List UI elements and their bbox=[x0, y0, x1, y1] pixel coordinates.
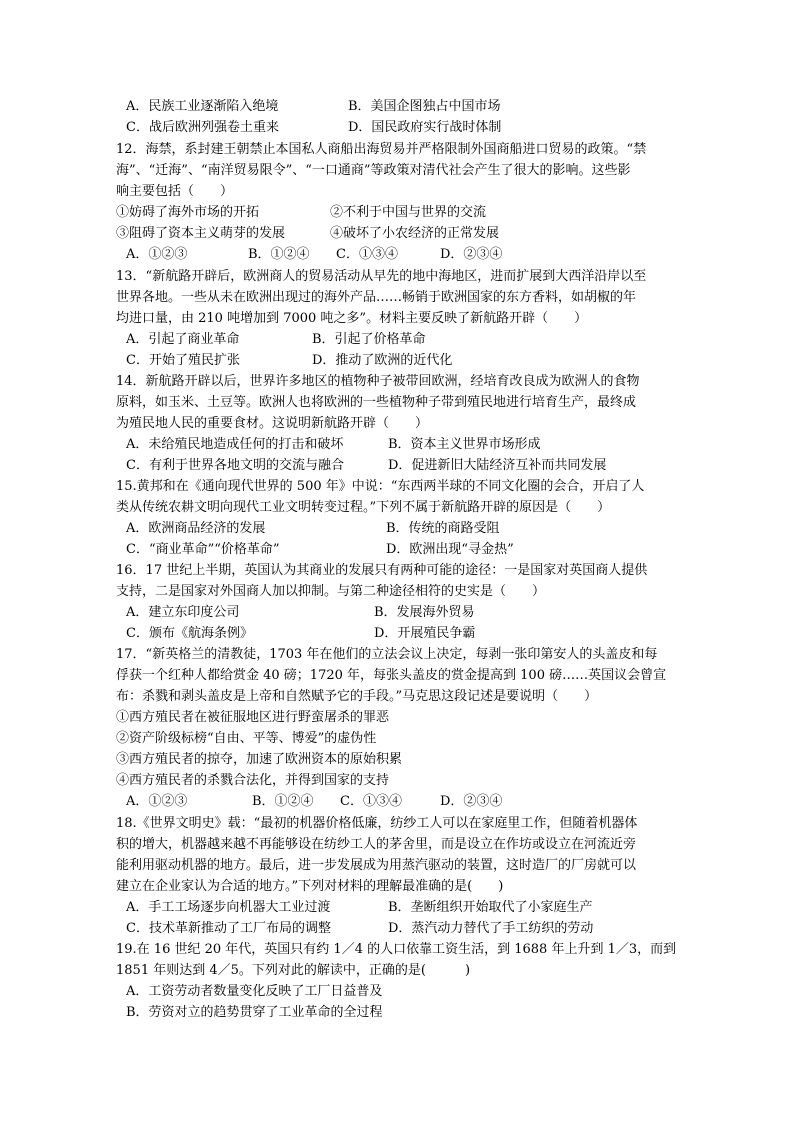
q15-stem-line: 15.黄邦和在《通向现代世界的 500 年》中说：“东西两半球的不同文化圈的会合，开启了人 bbox=[116, 479, 645, 494]
q12-option-c: C．①③④ bbox=[336, 247, 398, 262]
q12-item-4: ④破坏了小农经济的正常发展 bbox=[330, 226, 500, 241]
q18-option-b: B．垄断组织开始取代了小家庭生产 bbox=[388, 900, 593, 915]
q13-stem-line: 均进口量，由 210 吨增加到 7000 吨之多”。材料主要反映了新航路开辟（ ） bbox=[116, 311, 588, 326]
q14-option-c: C．有利于世界各地文明的交流与融合 bbox=[126, 458, 344, 473]
q17-item-2: ②资产阶级标榜“自由、平等、博爱”的虚伪性 bbox=[116, 731, 377, 746]
q14-option-d: D．促进新旧大陆经济互补而共同发展 bbox=[388, 458, 607, 473]
q17-stem-line: 布：杀戮和剥头盖皮是上帝和自然赋予它的手段。”马克思这段记述是要说明（ ） bbox=[116, 689, 598, 704]
q16-option-b: B．发展海外贸易 bbox=[374, 605, 475, 620]
q15-option-b: B．传统的商路受阻 bbox=[386, 521, 500, 536]
q19-option-a: A．工资劳动者数量变化反映了工厂日益普及 bbox=[126, 984, 383, 999]
q13-option-b: B．引起了价格革命 bbox=[312, 332, 426, 347]
q17-option-a: A．①②③ bbox=[126, 794, 188, 809]
q14-stem-line: 为殖民地人民的重要食材。这说明新航路开辟（ ） bbox=[116, 416, 429, 431]
q17-option-c: C．①③④ bbox=[340, 794, 402, 809]
q15-option-c: C．“商业革命”“价格革命” bbox=[126, 542, 280, 557]
q12-stem-line: 响主要包括（ ） bbox=[116, 184, 234, 199]
q16-option-a: A．建立东印度公司 bbox=[126, 605, 240, 620]
q18-option-c: C．技术革新推动了工厂布局的调整 bbox=[126, 921, 331, 936]
q14-option-b: B．资本主义世界市场形成 bbox=[388, 437, 541, 452]
q11-option-b: B．美国企图独占中国市场 bbox=[348, 99, 501, 114]
q16-stem-line: 16．17 世纪上半期，英国认为其商业的发展只有两种可能的途径：一是国家对英国商人提供 bbox=[116, 563, 648, 578]
q17-item-4: ④西方殖民者的杀戮合法化，并得到国家的支持 bbox=[116, 773, 390, 788]
q18-stem-line: 建立在企业家认为合适的地方。”下列对材料的理解最准确的是( ) bbox=[116, 879, 504, 894]
q19-stem-line: 1851 年则达到 4／5。下列对此的解读中，正确的是( ) bbox=[116, 963, 471, 978]
q12-option-b: B．①②④ bbox=[248, 247, 310, 262]
q15-option-d: D．欧洲出现“寻金热” bbox=[386, 542, 514, 557]
q16-stem-line: 支持，二是国家对外国商人加以抑制。与第二种途径相符的史实是（ ） bbox=[116, 584, 546, 599]
q13-stem-line: 13．“新航路开辟后，欧洲商人的贸易活动从早先的地中海地区，进而扩展到大西洋沿岸以至 bbox=[116, 269, 647, 284]
q17-stem-line: 俘获一个红种人都给赏金 40 磅；1720 年，每张头盖皮的赏金提高到 100 磅……英国议会曾宣 bbox=[116, 668, 667, 683]
q13-stem-line: 世界各地。一些从未在欧洲出现过的海外产品……畅销于欧洲国家的东方香料，如胡椒的年 bbox=[116, 290, 637, 305]
q11-option-d: D．国民政府实行战时体制 bbox=[348, 120, 502, 135]
q18-option-a: A．手工工场逐步向机器大工业过渡 bbox=[126, 900, 331, 915]
q12-option-a: A．①②③ bbox=[126, 247, 188, 262]
q19-stem-line: 19.在 16 世纪 20 年代，英国只有约 1／4 的人口依靠工资生活，到 1688 年上升到 1／3，而到 bbox=[116, 942, 677, 957]
q17-item-1: ①西方殖民者在被征服地区进行野蛮屠杀的罪恶 bbox=[116, 710, 390, 725]
q13-option-c: C．开始了殖民扩张 bbox=[126, 353, 240, 368]
q12-item-3: ③阻碍了资本主义萌芽的发展 bbox=[116, 226, 286, 241]
q17-option-d: D．②③④ bbox=[440, 794, 503, 809]
q11-option-a: A．民族工业逐渐陷入绝境 bbox=[126, 99, 279, 114]
q13-option-a: A．引起了商业革命 bbox=[126, 332, 240, 347]
q16-option-d: D．开展殖民争霸 bbox=[374, 626, 476, 641]
q13-option-d: D．推动了欧洲的近代化 bbox=[312, 353, 453, 368]
q16-option-c: C．颁布《航海条例》 bbox=[126, 626, 253, 641]
q18-stem-line: 积的增大，机器越来越不再能够设在纺纱工人的茅舍里，而是设立在作坊或设立在河流近旁 bbox=[116, 837, 637, 852]
q18-stem-line: 能利用驱动机器的地方。最后，进一步发展成为用蒸汽驱动的装置，这时造厂的厂房就可以 bbox=[116, 858, 637, 873]
q18-stem-line: 18.《世界文明史》载：“最初的机器价格低廉，纺纱工人可以在家庭里工作，但随着机器体 bbox=[116, 816, 638, 831]
q12-item-1: ①妨碍了海外市场的开拓 bbox=[116, 205, 260, 220]
q15-option-a: A．欧洲商品经济的发展 bbox=[126, 521, 266, 536]
q12-option-d: D．②③④ bbox=[440, 247, 503, 262]
q14-option-a: A．未给殖民地造成任何的打击和破坏 bbox=[126, 437, 344, 452]
q12-stem-line: 海”、“迁海”、“南洋贸易限令”、“一口通商”等政策对清代社会产生了很大的影响。这些影 bbox=[116, 163, 631, 178]
q14-stem-line: 原料，如玉米、土豆等。欧洲人也将欧洲的一些植物种子带到殖民地进行培育生产，最终成 bbox=[116, 395, 637, 410]
q17-item-3: ③西方殖民者的掠夺，加速了欧洲资本的原始积累 bbox=[116, 752, 403, 767]
q17-option-b: B．①②④ bbox=[252, 794, 314, 809]
q12-item-2: ②不利于中国与世界的交流 bbox=[330, 205, 487, 220]
q14-stem-line: 14．新航路开辟以后，世界许多地区的植物种子被带回欧洲，经培育改良成为欧洲人的食物 bbox=[116, 374, 640, 389]
q18-option-d: D．蒸汽动力替代了手工纺织的劳动 bbox=[388, 921, 594, 936]
q17-stem-line: 17．“新英格兰的清教徒，1703 年在他们的立法会议上决定，每剥一张印第安人的头盖皮和每 bbox=[116, 647, 658, 662]
q19-option-b: B．劳资对立的趋势贯穿了工业革命的全过程 bbox=[126, 1005, 383, 1020]
q11-option-c: C．战后欧洲列强卷土重来 bbox=[126, 120, 279, 135]
q15-stem-line: 类从传统农耕文明向现代工业文明转变过程。”下列不属于新航路开辟的原因是（ ） bbox=[116, 500, 611, 515]
q12-stem-line: 12．海禁，系封建王朝禁止本国私人商船出海贸易并严格限制外国商船进口贸易的政策。“禁 bbox=[116, 142, 647, 157]
